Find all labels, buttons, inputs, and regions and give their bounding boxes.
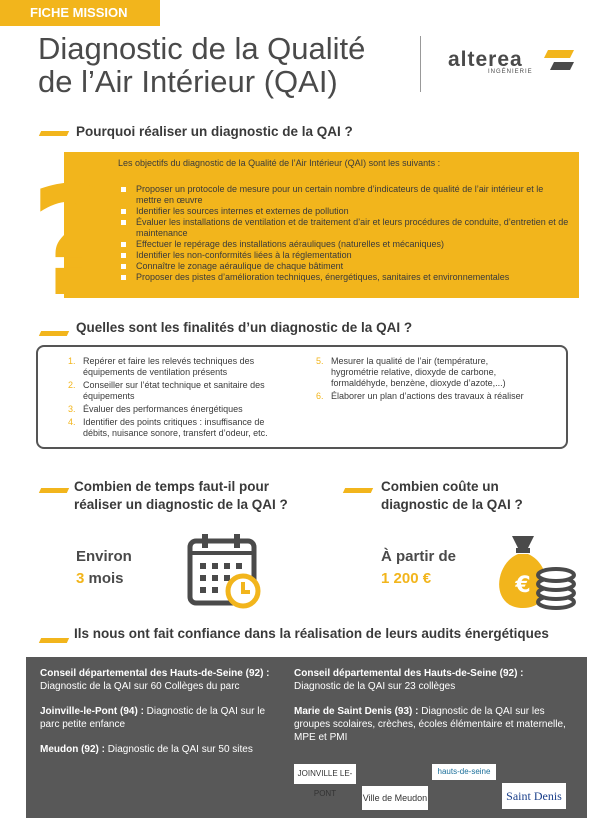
question-mark-icon: ? xyxy=(30,156,118,330)
clients-right xyxy=(294,667,566,744)
fiche-mission-badge: FICHE MISSION xyxy=(0,0,160,26)
section2-heading: Quelles sont les finalités d’un diagnostic de la QAI ? xyxy=(76,320,413,335)
section-dash xyxy=(39,331,69,336)
money-bag-icon xyxy=(490,530,580,617)
client-item xyxy=(40,667,280,693)
list-item: 6. Élaborer un plan d’actions des travaux à réaliser xyxy=(316,391,524,401)
time-label: Environ xyxy=(76,548,132,565)
title-line-2: de l’Air Intérieur (QAI) xyxy=(38,64,338,99)
list-item: 5. Mesurer la qualité de l’air (température, hygrométrie relative, dioxyde de carbone, formaldéhyde, benzène, dioxyde d’azote,...) xyxy=(316,356,506,388)
time-heading-line-1: Combien de temps faut-il pour xyxy=(74,479,270,494)
brand-name: alterea xyxy=(448,48,523,71)
client-name: Meudon (92) : xyxy=(40,744,105,755)
section1-heading: Pourquoi réaliser un diagnostic de la QAI ? xyxy=(76,124,353,139)
time-heading xyxy=(74,478,288,514)
logo-text: JOINVILLE LE-PONT xyxy=(297,769,353,798)
section-dash xyxy=(39,638,69,643)
list-item: Connaître le zonage aéraulique de chaque bâtiment xyxy=(120,261,570,272)
client-name: Joinville-le-Pont (94) : xyxy=(40,706,144,717)
title-line-1: Diagnostic de la Qualité xyxy=(38,31,366,66)
page-title xyxy=(38,32,365,98)
logo-text: hauts-de-seine xyxy=(437,767,491,776)
trust-heading: Ils nous ont fait confiance dans la réalisation de leurs audits énergétiques xyxy=(74,626,549,641)
logo-saint-denis xyxy=(502,783,566,809)
list-item: 1. Repérer et faire les relevés techniques des équipements de ventilation présents xyxy=(68,356,255,377)
logo-meudon xyxy=(362,786,428,810)
list-item: Évaluer les installations de ventilation et de traitement d’air et leurs procédures de conduite, d’entretien et de maintenance xyxy=(120,217,570,239)
finalites-list-left xyxy=(68,356,290,441)
brand-sub: INGÉNIERIE xyxy=(488,69,533,75)
logo-hauts-de-seine xyxy=(432,764,496,780)
cost-label: À partir de xyxy=(381,548,457,565)
client-desc: Diagnostic de la QAI sur 60 Collèges du parc xyxy=(40,681,240,692)
list-item: Proposer un protocole de mesure pour un certain nombre d’indicateurs de qualité de l’air intérieur et le mettre en œuvre xyxy=(120,184,570,206)
client-item xyxy=(294,705,566,744)
section-dash xyxy=(39,488,69,493)
logo-text: Saint Denis xyxy=(506,789,562,803)
title-divider xyxy=(420,36,421,92)
objectives-intro: Les objectifs du diagnostic de la Qualité de l’Air Intérieur (QAI) sont les suivants : xyxy=(118,158,441,168)
cost-value xyxy=(381,546,456,590)
time-heading-line-2: réaliser un diagnostic de la QAI ? xyxy=(74,497,288,512)
client-name: Conseil départemental des Hauts-de-Seine (92) : xyxy=(40,668,270,679)
client-desc: Diagnostic de la QAI sur les groupes scolaires, crèches, écoles élémentaire et maternelle, MPE et PMI xyxy=(294,706,566,743)
client-name: Conseil départemental des Hauts-de-Seine (92) : xyxy=(294,668,524,679)
list-item: 2. Conseiller sur l’état technique et sanitaire des équipements xyxy=(68,380,265,401)
list-item: Proposer des pistes d’amélioration techniques, énergétiques, sanitaires et environnementales xyxy=(120,272,570,283)
section-dash xyxy=(39,131,69,136)
finalites-list-right xyxy=(316,356,538,404)
client-desc: Diagnostic de la QAI sur le parc petite enfance xyxy=(40,706,266,730)
list-item: 3. Évaluer des performances énergétiques xyxy=(68,404,243,414)
list-item: Identifier les non-conformités liées à la réglementation xyxy=(120,250,570,261)
clients-left xyxy=(40,667,280,756)
logo-text: Ville de Meudon xyxy=(362,793,428,803)
time-number: 3 xyxy=(76,570,85,587)
client-item xyxy=(294,667,566,693)
time-unit: mois xyxy=(88,570,124,587)
client-item xyxy=(40,705,280,731)
client-item xyxy=(40,743,280,756)
alterea-logo xyxy=(448,48,578,78)
svg-text:€: € xyxy=(515,573,531,598)
list-item: Identifier les sources internes et externes de pollution xyxy=(120,206,570,217)
client-desc: Diagnostic de la QAI sur 50 sites xyxy=(105,744,253,755)
cost-heading xyxy=(381,478,523,514)
list-item: Effectuer le repérage des installations aérauliques (naturelles et mécaniques) xyxy=(120,239,570,250)
time-value xyxy=(76,546,132,590)
client-name: Marie de Saint Denis (93) : xyxy=(294,706,419,717)
objectives-list xyxy=(120,184,570,283)
logo-joinville xyxy=(294,764,356,798)
cost-number: 1 200 € xyxy=(381,570,432,587)
list-item: 4. Identifier des points critiques : insuffisance de débits, nuisance sonore, transfert d’odeur, etc. xyxy=(68,417,268,438)
section-dash xyxy=(343,488,373,493)
calendar-clock-icon xyxy=(186,531,266,616)
cost-heading-line-2: diagnostic de la QAI ? xyxy=(381,497,523,512)
cost-heading-line-1: Combien coûte un xyxy=(381,479,499,494)
client-desc: Diagnostic de la QAI sur 23 collèges xyxy=(294,681,456,692)
